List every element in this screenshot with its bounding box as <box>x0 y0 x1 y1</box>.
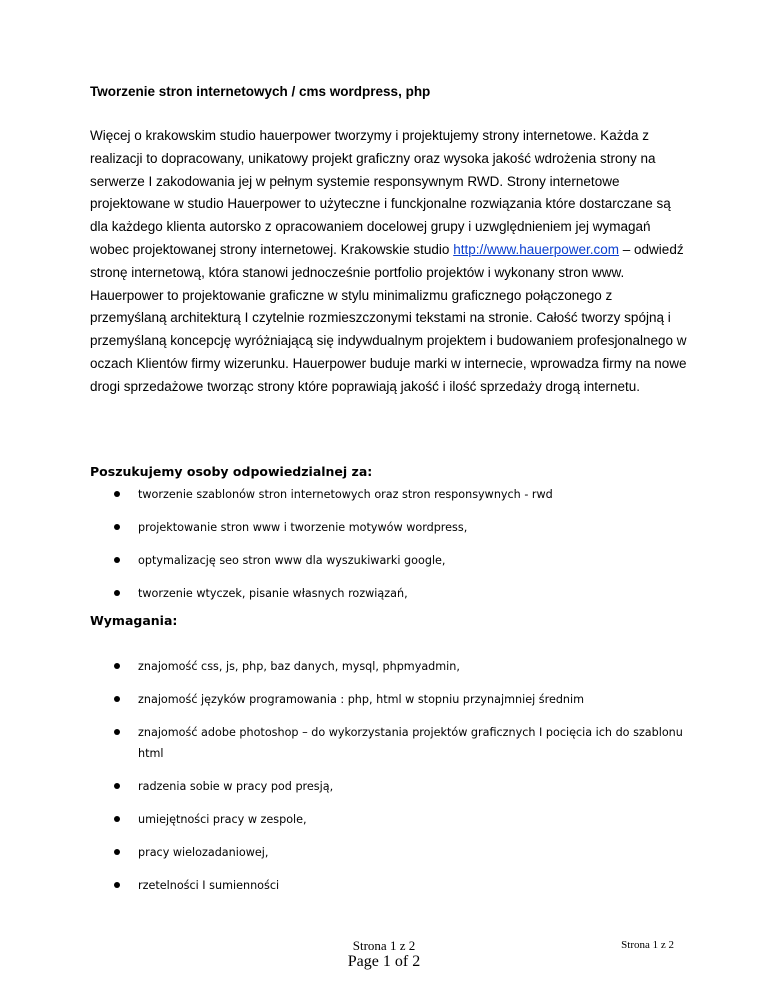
list-item <box>112 550 698 571</box>
bullet-icon <box>114 849 120 855</box>
list-item <box>112 517 698 538</box>
intro-paragraph <box>90 125 690 399</box>
list-item-text: umiejętności pracy w zespole, <box>138 813 307 826</box>
list-item <box>112 484 698 505</box>
bullet-icon <box>114 663 120 669</box>
requirements-list <box>112 656 698 908</box>
list-item <box>112 842 698 863</box>
bullet-icon <box>114 524 120 530</box>
bullet-icon <box>114 696 120 702</box>
list-item-text: pracy wielozadaniowej, <box>138 846 269 859</box>
bullet-icon <box>114 729 120 735</box>
footer-page-number-right: Strona 1 z 2 <box>621 939 674 951</box>
seeking-list <box>112 484 698 616</box>
list-item-text: optymalizację seo stron www dla wyszukiwarki google, <box>138 554 446 567</box>
document-heading: Tworzenie stron internetowych / cms wordpress, php <box>90 84 431 99</box>
intro-text-before-link: Więcej o krakowskim studio hauerpower tworzymy i projektujemy strony internetowe. Każda z realizacji to dopracowany, unikatowy projekt graficzny oraz wysoka jakość wdrożenia strony na serwerze I zakodowania jej w pełnym systemie responsywnym RWD. Strony internetowe projektowane w studio Hauerpower to użyteczne i funckjonalne rozwiązania które dostarczane są dla każdego klienta autorsko z opracowaniem docelowej grupy i uzwględnieniem jej wymagań wobec projektowanej strony internetowej. Krakowskie studio <box>90 128 671 257</box>
bullet-icon <box>114 816 120 822</box>
list-item <box>112 776 698 797</box>
list-item <box>112 722 698 764</box>
list-item <box>112 875 698 896</box>
list-item-text: znajomość css, js, php, baz danych, mysql, phpmyadmin, <box>138 660 460 673</box>
intro-text-after-link: – odwiedź stronę internetową, która stanowi jednocześnie portfolio projektów i wykonany stron www. Hauerpower to projektowanie graficzne w stylu minimalizmu graficznego połączonego z przemyślaną architekturą I czytelnie rozmieszczonymi tekstami na stronie. Całość tworzy spójną i przemyślaną koncepcję wyróżniającą się indywdualnym projektem i budowaniem profesjonalnego w oczach Klientów firmy wizerunku. Hauerpower buduje marki w internecie, wprowadza firmy na nowe drogi sprzedażowe tworząc strony które poprawiają jakość i ilość sprzedaży drogą internetu. <box>90 241 687 394</box>
bullet-icon <box>114 590 120 596</box>
bullet-icon <box>114 491 120 497</box>
list-item <box>112 656 698 677</box>
list-item-text: rzetelności I sumienności <box>138 879 280 892</box>
list-item-text: tworzenie wtyczek, pisanie własnych rozwiązań, <box>138 587 408 600</box>
seeking-section-title: Poszukujemy osoby odpowiedzialnej za: <box>90 464 373 479</box>
bullet-icon <box>114 882 120 888</box>
list-item-text: znajomość adobe photoshop – do wykorzystania projektów graficznych I pocięcia ich do szablonu html <box>138 726 683 760</box>
list-item-text: tworzenie szablonów stron internetowych oraz stron responsywnych - rwd <box>138 488 553 501</box>
list-item-text: projektowanie stron www i tworzenie motywów wordpress, <box>138 521 468 534</box>
bullet-icon <box>114 783 120 789</box>
footer-page-number: Page 1 of 2 <box>347 953 421 970</box>
list-item <box>112 689 698 710</box>
requirements-section-title: Wymagania: <box>90 613 178 628</box>
list-item <box>112 809 698 830</box>
hauerpower-link[interactable]: http://www.hauerpower.com <box>453 241 620 257</box>
footer-page-number-small: Strona 1 z 2 <box>352 938 416 953</box>
list-item-text: radzenia sobie w pracy pod presją, <box>138 780 334 793</box>
bullet-icon <box>114 557 120 563</box>
list-item-text: znajomość języków programowania : php, html w stopniu przynajmniej średnim <box>138 693 585 706</box>
list-item <box>112 583 698 604</box>
